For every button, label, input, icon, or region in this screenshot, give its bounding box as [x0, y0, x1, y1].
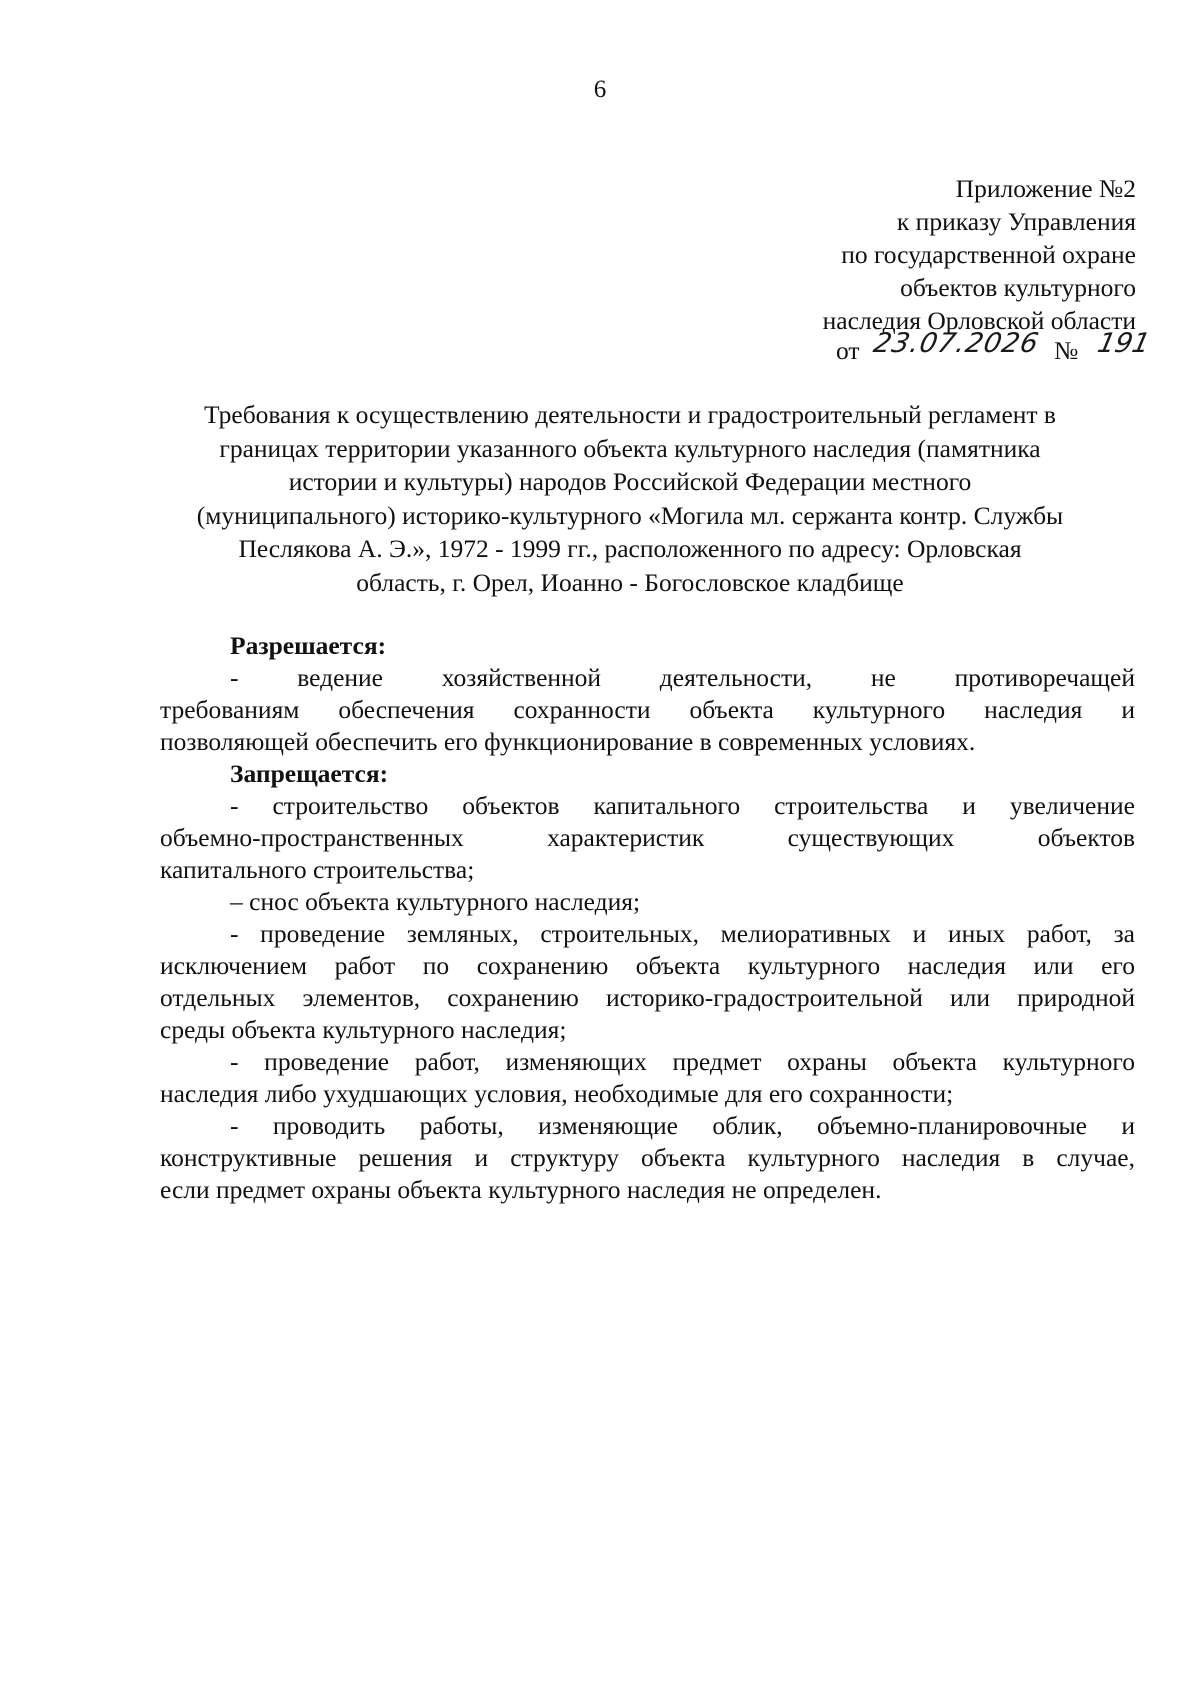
forbidden-item	[160, 918, 1135, 1046]
title-line: Требования к осуществлению деятельности и градостроительный регламент в	[204, 400, 1056, 429]
title-line: Песлякова А. Э.», 1972 - 1999 гг., расположенного по адресу: Орловская	[238, 534, 1022, 563]
allowed-line: позволяющей обеспечить его функционирование в современных условиях.	[160, 727, 976, 756]
document-title	[150, 398, 1110, 599]
annex-line: к приказу Управления	[896, 207, 1136, 236]
title-line: границах территории указанного объекта культурного наследия (памятника	[219, 433, 1041, 463]
forbidden-line: исключением работ по сохранению объекта культурного наследия или его	[160, 951, 1135, 980]
forbidden-item	[160, 1046, 1135, 1110]
forbidden-line: конструктивные решения и структуру объекта культурного наследия в случае,	[160, 1143, 1135, 1172]
forbidden-item	[160, 886, 1135, 918]
forbidden-line: - проведение земляных, строительных, мелиоративных и иных работ, за	[230, 919, 1135, 948]
annex-line: объектов культурного	[900, 273, 1136, 302]
title-line: (муниципального) историко-культурного «Могила мл. сержанта контр. Службы	[196, 500, 1064, 530]
handwritten-date: 23.07.2026	[870, 328, 1042, 359]
title-line: область, г. Орел, Иоанно - Богословское кладбище	[356, 567, 904, 597]
annex-line: наследия Орловской области	[822, 306, 1136, 335]
annex-line: по государственной охране	[841, 240, 1136, 269]
forbidden-line: - проводить работы, изменяющие облик, объемно-планировочные и	[230, 1111, 1135, 1140]
forbidden-line: если предмет охраны объекта культурного наследия не определен.	[160, 1175, 882, 1204]
allowed-line: требованиям обеспечения сохранности объекта культурного наследия и	[160, 695, 1135, 724]
forbidden-line: капитального строительства;	[160, 855, 475, 884]
forbidden-item	[160, 790, 1135, 886]
forbidden-line: наследия либо ухудшающих условия, необходимые для его сохранности;	[160, 1079, 954, 1108]
annex-date-number-row	[836, 328, 1153, 370]
forbidden-line: - проведение работ, изменяющих предмет охраны объекта культурного	[230, 1047, 1135, 1076]
forbidden-line: объемно-пространственных характеристик существующих объектов	[160, 823, 1135, 852]
handwritten-number: 191	[1094, 328, 1153, 359]
annex-header	[823, 172, 1136, 337]
date-prefix: от	[836, 336, 860, 365]
allowed-heading: Разрешается:	[230, 631, 387, 660]
forbidden-heading: Запрещается:	[230, 759, 389, 788]
forbidden-line: отдельных элементов, сохранению историко-градостроительной или природной	[160, 983, 1135, 1012]
forbidden-line: среды объекта культурного наследия;	[160, 1015, 567, 1044]
forbidden-item	[160, 1110, 1135, 1206]
allowed-line: - ведение хозяйственной деятельности, не противоречащей	[230, 663, 1135, 692]
allowed-paragraph	[160, 662, 1135, 758]
forbidden-line: - строительство объектов капитального строительства и увеличение	[230, 791, 1135, 820]
forbidden-line: – снос объекта культурного наследия;	[230, 887, 641, 916]
number-prefix: №	[1054, 336, 1079, 365]
annex-line: Приложение №2	[955, 174, 1136, 203]
page-number: 6	[593, 76, 607, 103]
document-body	[160, 630, 1135, 1206]
title-line: истории и культуры) народов Российской Федерации местного	[288, 467, 972, 496]
